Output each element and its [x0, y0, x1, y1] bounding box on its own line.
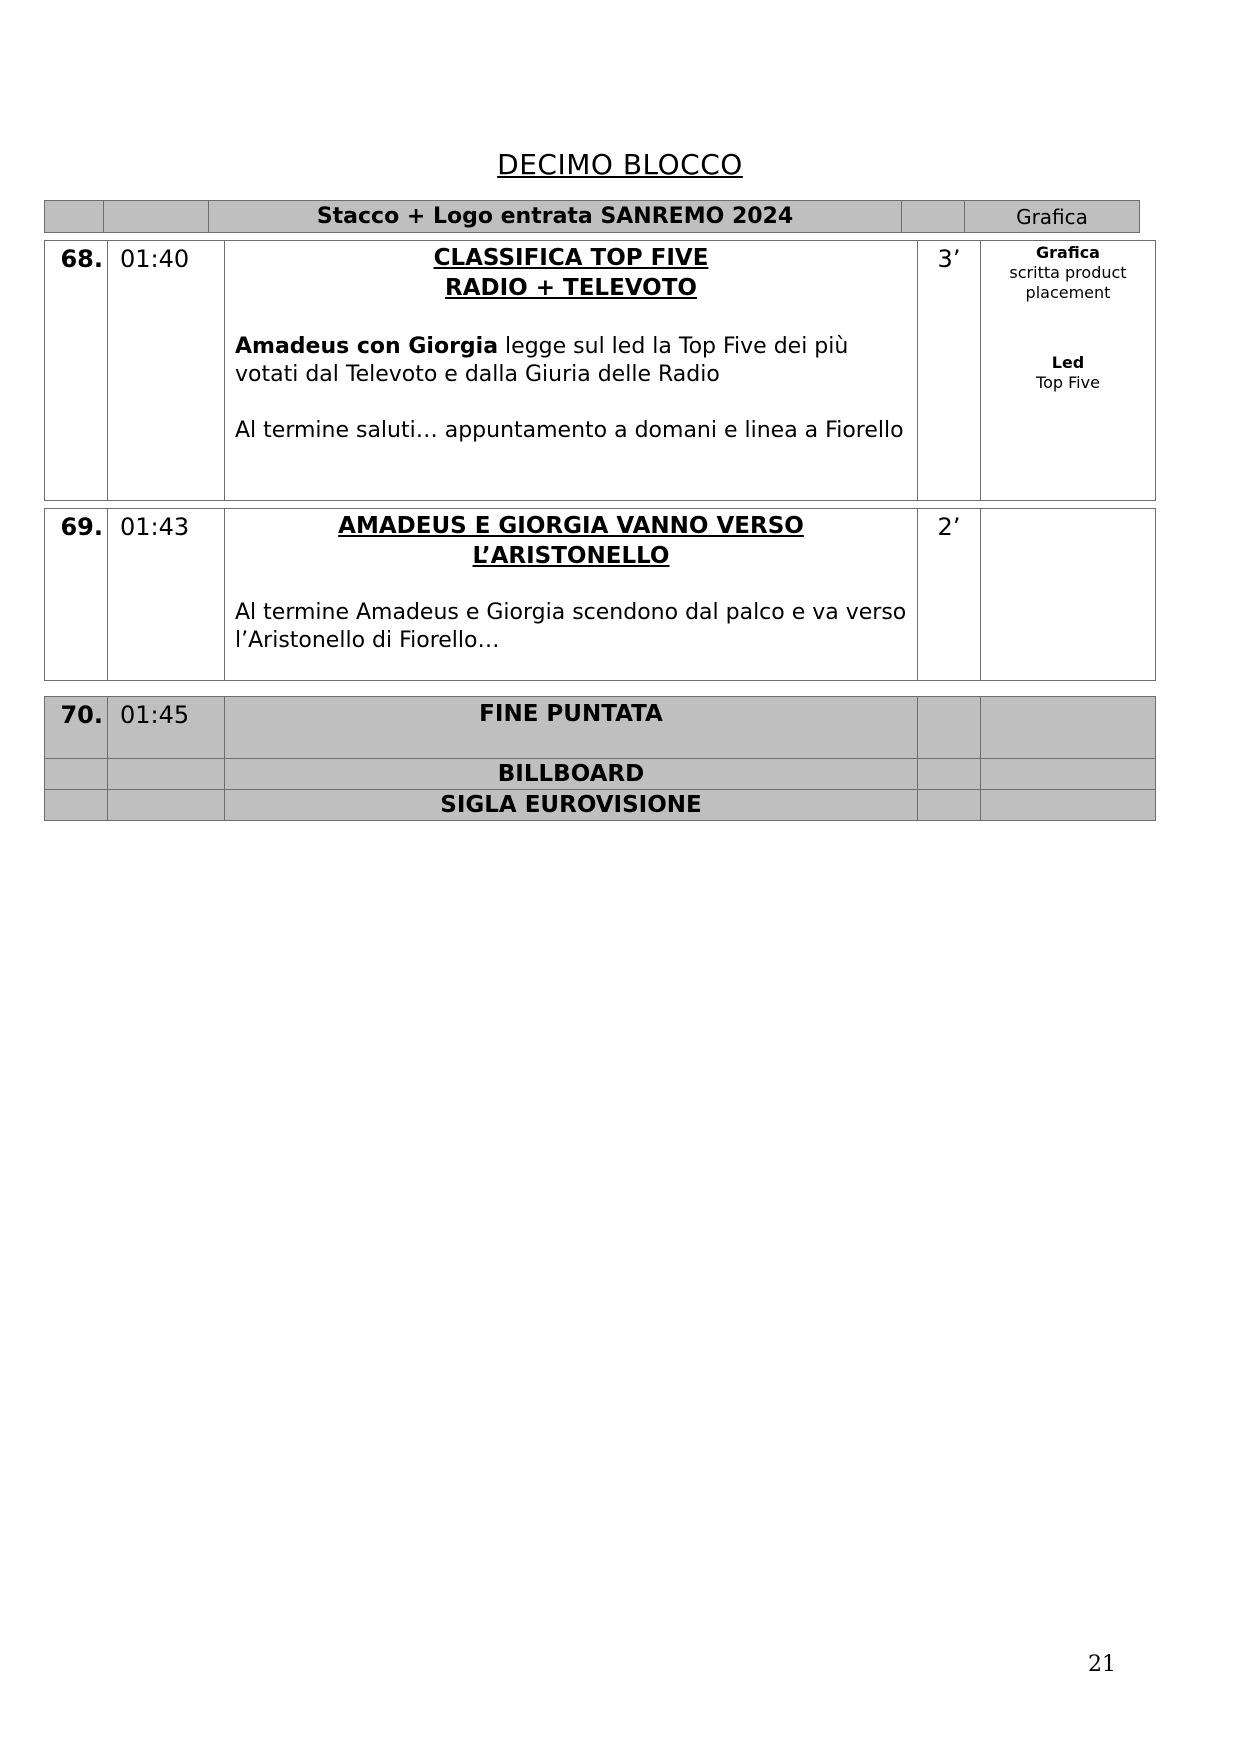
- row-title-line2: L’ARISTONELLO: [472, 543, 670, 569]
- side-note-1-title: Grafica: [1036, 243, 1100, 262]
- row-number: 70.: [45, 697, 108, 759]
- fine-puntata-title: FINE PUNTATA: [225, 697, 918, 759]
- row-paragraph-1: Al termine Amadeus e Giorgia scendono dal palco e va verso l’Aristonello di Fiorello…: [235, 600, 907, 653]
- row-69-table: [44, 508, 1156, 681]
- row-title: [225, 241, 917, 303]
- row-title: [225, 509, 917, 571]
- empty-cell: [918, 790, 981, 821]
- sigla-title: SIGLA EUROVISIONE: [225, 790, 918, 821]
- header-cell-duration: [902, 201, 965, 233]
- header-table: [44, 200, 1140, 233]
- side-note-1-text: scritta product placement: [1009, 263, 1127, 302]
- row-content: [225, 509, 918, 681]
- row-duration: 3’: [918, 241, 981, 501]
- empty-cell: [981, 790, 1156, 821]
- row-number: 68.: [45, 241, 108, 501]
- empty-cell: [108, 759, 225, 790]
- row-number: 69.: [45, 509, 108, 681]
- row-side-notes: [981, 241, 1156, 501]
- empty-cell: [45, 759, 108, 790]
- block-title: DECIMO BLOCCO: [497, 148, 743, 181]
- header-side: Grafica: [965, 201, 1140, 233]
- empty-cell: [981, 759, 1156, 790]
- row-time: 01:43: [108, 509, 225, 681]
- header-cell-time: [104, 201, 209, 233]
- row-duration: 2’: [918, 509, 981, 681]
- header-cell-number: [45, 201, 104, 233]
- empty-cell: [45, 790, 108, 821]
- page-number: 21: [1088, 1652, 1116, 1677]
- row-paragraph-1-rest: legge sul led la Top Five dei più votati dal Televoto e dalla Giuria delle Radio: [235, 334, 849, 387]
- row-paragraph-1: [225, 333, 917, 389]
- empty-cell: [108, 790, 225, 821]
- header-title: Stacco + Logo entrata SANREMO 2024: [209, 201, 902, 233]
- row-title-line1: AMADEUS E GIORGIA VANNO VERSO: [338, 513, 804, 539]
- side-note-2-text: Top Five: [1036, 373, 1100, 392]
- row-paragraph-1-bold: Amadeus con Giorgia: [235, 334, 499, 359]
- row-side-notes: [981, 697, 1156, 759]
- row-time: 01:40: [108, 241, 225, 501]
- row-paragraph-2: Al termine saluti… appuntamento a domani e linea a Fiorello: [235, 418, 904, 443]
- billboard-title: BILLBOARD: [225, 759, 918, 790]
- row-time: 01:45: [108, 697, 225, 759]
- row-68-table: [44, 240, 1156, 501]
- final-rows-table: [44, 696, 1156, 821]
- side-note-2-title: Led: [1051, 353, 1085, 372]
- row-content: [225, 241, 918, 501]
- row-title-line2: RADIO + TELEVOTO: [445, 275, 697, 301]
- row-title-line1: CLASSIFICA TOP FIVE: [433, 245, 709, 271]
- row-side-notes: [981, 509, 1156, 681]
- empty-cell: [918, 759, 981, 790]
- row-duration: [918, 697, 981, 759]
